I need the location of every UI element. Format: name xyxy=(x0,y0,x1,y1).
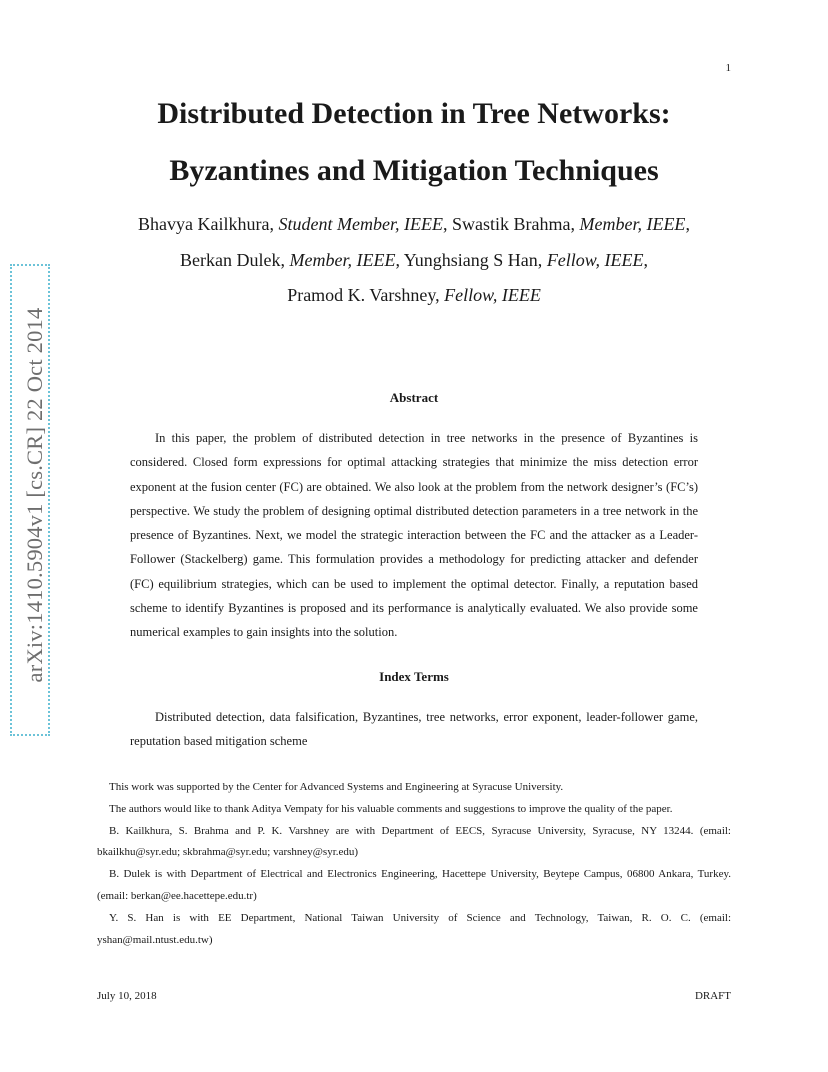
author-affiliation: Member, IEEE xyxy=(579,214,686,234)
author-line-3 xyxy=(0,278,828,314)
index-terms-text: Distributed detection, data falsification, Byzantines, tree networks, error exponent, leader-follower game, reputation based mitigation scheme xyxy=(130,710,698,749)
author-affiliation: Fellow, IEEE xyxy=(546,249,644,270)
author-list xyxy=(0,207,828,314)
author-line-2 xyxy=(0,243,828,279)
abstract-heading: Abstract xyxy=(389,390,439,405)
footer-date: July 10, 2018 xyxy=(97,990,157,1002)
title-line-1: Distributed Detection in Tree Networks: xyxy=(157,97,671,130)
arxiv-identifier[interactable]: arXiv:1410.5904v1 [cs.CR] 22 Oct 2014 xyxy=(22,307,47,683)
author-affiliation: Fellow, IEEE xyxy=(444,285,541,305)
author-name: , Swastik Brahma, xyxy=(442,214,580,234)
footnote-funding: This work was supported by the Center for Advanced Systems and Engineering at Syracuse University. xyxy=(109,781,564,793)
footer-draft-label: DRAFT xyxy=(694,990,731,1002)
author-separator: , xyxy=(685,214,690,234)
footnote-acknowledgement: The authors would like to thank Aditya Vempaty for his valuable comments and suggestions to improve the quality of the paper. xyxy=(109,802,673,815)
author-separator: , xyxy=(643,249,648,270)
title-line-2: Byzantines and Mitigation Techniques xyxy=(169,154,659,187)
footnote-affiliation: Y. S. Han is with EE Department, National Taiwan University of Science and Technology, Taiwan, R. O. C. (email: yshan@mail.ntust.edu.tw) xyxy=(97,911,731,946)
paper-title xyxy=(0,85,828,199)
abstract-text: In this paper, the problem of distributed detection in tree networks in the presence of Byzantines is considered. Closed form expressions for optimal attacking strategies that minimize the miss detection error exponent at the fusion center (FC) are obtained. We also look at the problem from the network designer’s (FC’s) perspective. We study the problem of designing optimal distributed detection parameters in a tree network in the presence of Byzantines. Next, we model the strategic interaction between the FC and the attacker as a Leader-Follower (Stackelberg) game. This formulation provides a methodology for predicting attacker and defender (FC) equilibrium strategies, which can be used to implement the optimal detector. Finally, a reputation based scheme to identify Byzantines is proposed and its performance is analytically evaluated. We also provide some numerical examples to gain insights into the solution. xyxy=(130,431,698,639)
author-line-1 xyxy=(0,207,828,243)
author-affiliation: Student Member, IEEE xyxy=(278,214,443,234)
author-name: Berkan Dulek, xyxy=(180,249,290,270)
author-name: , Yunghsiang S Han, xyxy=(395,249,547,270)
footnote-affiliation: B. Kailkhura, S. Brahma and P. K. Varshney are with Department of EECS, Syracuse University, Syracuse, NY 13244. (email: bkailkhu@syr.edu; skbrahma@syr.edu; varshney@syr.edu) xyxy=(97,824,731,859)
author-name: Bhavya Kailkhura, xyxy=(138,214,279,234)
author-affiliation: Member, IEEE xyxy=(289,249,396,270)
page-number: 1 xyxy=(725,62,731,74)
footnotes xyxy=(97,777,731,951)
footnote-affiliation: B. Dulek is with Department of Electrical and Electronics Engineering, Hacettepe University, Beytepe Campus, 06800 Ankara, Turkey. (email: berkan@ee.hacettepe.edu.tr) xyxy=(97,868,731,902)
index-terms-heading: Index Terms xyxy=(379,669,449,684)
author-name: Pramod K. Varshney, xyxy=(287,285,445,305)
